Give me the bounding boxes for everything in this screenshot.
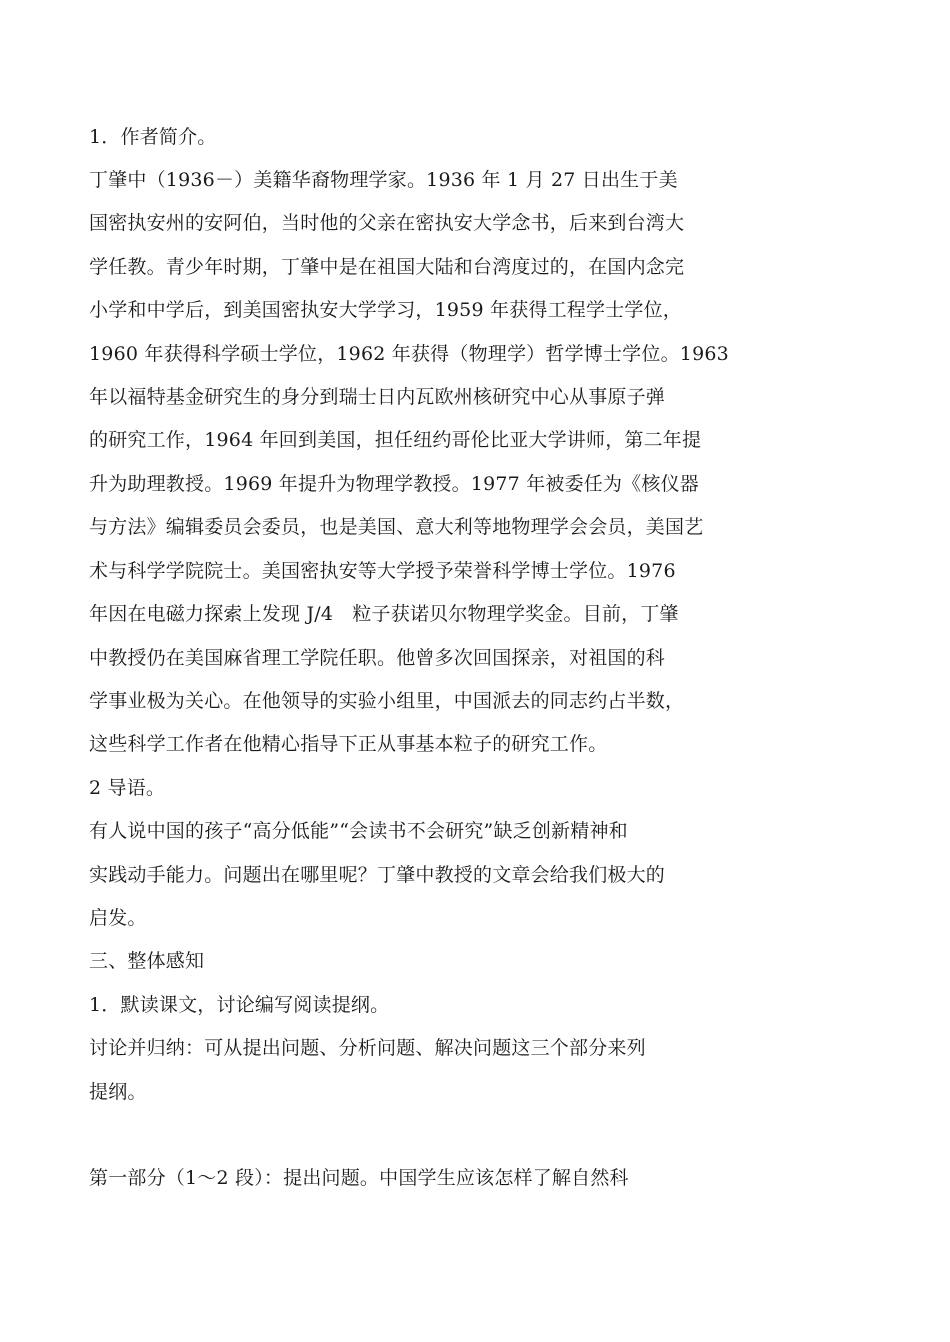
paragraph-line: 1960 年获得科学硕士学位，1962 年获得（物理学）哲学博士学位。1963 <box>89 343 729 365</box>
paragraph-line: 中教授仍在美国麻省理工学院任职。他曾多次回国探亲，对祖国的科 <box>89 647 666 669</box>
paragraph-line: 启发。 <box>89 907 147 929</box>
paragraph-line: 学事业极为关心。在他领导的实验小组里，中国派去的同志约占半数， <box>89 690 685 712</box>
paragraph-line: 与方法》编辑委员会委员，也是美国、意大利等地物理学会会员，美国艺 <box>89 516 704 538</box>
paragraph-line: 丁肇中（1936－）美籍华裔物理学家。1936 年 1 月 27 日出生于美 <box>89 169 678 191</box>
paragraph-line: 年以福特基金研究生的身分到瑞士日内瓦欧州核研究中心从事原子弹 <box>89 386 666 408</box>
paragraph-line: 这些科学工作者在他精心指导下正从事基本粒子的研究工作。 <box>89 733 608 755</box>
paragraph-line: 讨论并归纳：可从提出问题、分析问题、解决问题这三个部分来列 <box>89 1037 646 1059</box>
paragraph-line: 国密执安州的安阿伯，当时他的父亲在密执安大学念书，后来到台湾大 <box>89 212 685 234</box>
paragraph-line: 提纲。 <box>89 1081 147 1103</box>
paragraph-line: 年因在电磁力探索上发现 J/4 粒子获诺贝尔物理学奖金。目前，丁肇 <box>89 603 679 625</box>
paragraph-line: 术与科学学院院士。美国密执安等大学授予荣誉科学博士学位。1976 <box>89 560 676 582</box>
paragraph-line: 1．默读课文，讨论编写阅读提纲。 <box>89 994 390 1016</box>
paragraph-line: 学任教。青少年时期，丁肇中是在祖国大陆和台湾度过的，在国内念完 <box>89 256 685 278</box>
section-heading-author: 1．作者简介。 <box>89 126 217 148</box>
paragraph-line: 第一部分（1～2 段）：提出问题。中国学生应该怎样了解自然科 <box>89 1167 629 1189</box>
section-heading-overview: 三、整体感知 <box>89 950 205 972</box>
section-heading-intro: 2 导语。 <box>89 777 166 799</box>
paragraph-line: 实践动手能力。问题出在哪里呢？丁肇中教授的文章会给我们极大的 <box>89 864 666 886</box>
paragraph-line: 小学和中学后，到美国密执安大学学习，1959 年获得工程学士学位， <box>89 299 682 321</box>
paragraph-line: 的研究工作，1964 年回到美国，担任纽约哥伦比亚大学讲师，第二年提 <box>89 429 702 451</box>
paragraph-line: 有人说中国的孩子“高分低能”“会读书不会研究”缺乏创新精神和 <box>89 820 628 842</box>
paragraph-line: 升为助理教授。1969 年提升为物理学教授。1977 年被委任为《核仪器 <box>89 473 699 495</box>
